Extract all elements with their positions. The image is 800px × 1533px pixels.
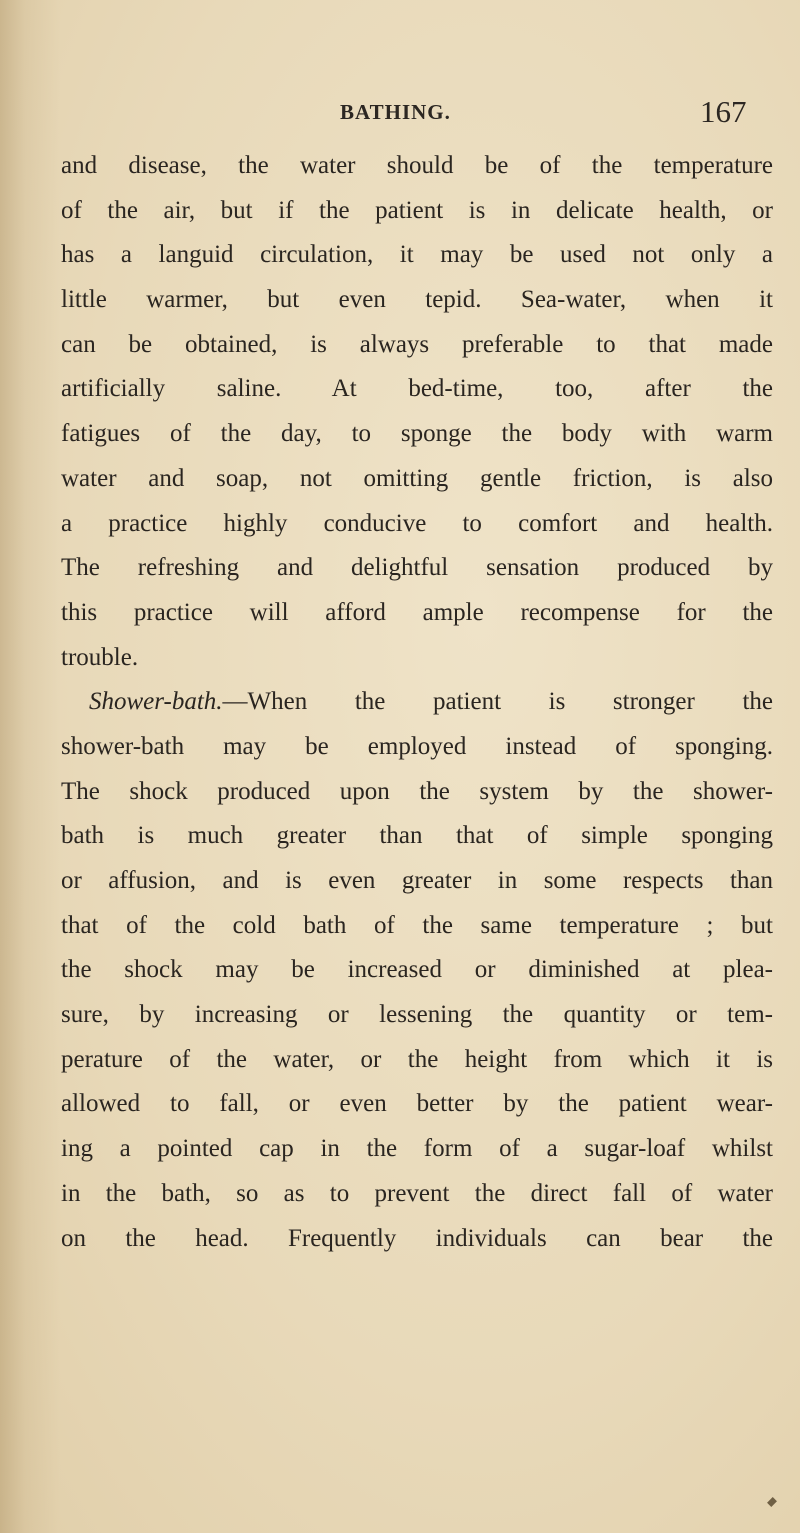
text-line: allowed to fall, or even better by the patient wear-: [61, 1090, 773, 1118]
text-line: sure, by increasing or lessening the quantity or tem-: [61, 1001, 773, 1029]
text-line: in the bath, so as to prevent the direct fall of water: [61, 1179, 773, 1207]
section-heading: Shower-bath.: [89, 688, 223, 716]
running-title: BATHING.: [340, 100, 451, 124]
text-line: The shock produced upon the system by the shower-: [61, 777, 773, 805]
page-number: 167: [700, 94, 747, 129]
text-line: a practice highly conducive to comfort and health.: [61, 509, 773, 537]
text-line: little warmer, but even tepid. Sea-water, when it: [61, 286, 773, 314]
text-line: ing a pointed cap in the form of a sugar-loaf whilst: [61, 1135, 773, 1163]
body-text: [61, 144, 773, 1261]
text-line: the shock may be increased or diminished at plea-: [61, 956, 773, 984]
text-line: can be obtained, is always preferable to that made: [61, 330, 773, 358]
running-head: [0, 94, 800, 134]
text-line: shower-bath may be employed instead of sponging.: [61, 732, 773, 760]
text-line: or affusion, and is even greater in some respects than: [61, 867, 773, 894]
text-line: artificially saline. At bed-time, too, after the: [61, 375, 773, 403]
text-line: bath is much greater than that of simple sponging: [61, 822, 773, 850]
text-line: fatigues of the day, to sponge the body with warm: [61, 420, 773, 448]
text-line: on the head. Frequently individuals can bear the: [61, 1224, 773, 1252]
text-line: this practice will afford ample recompense for the: [61, 598, 773, 626]
text-line: of the air, but if the patient is in delicate health, or: [61, 196, 773, 224]
text-line: The refreshing and delightful sensation produced by: [61, 554, 773, 582]
paragraph-shower-bath: [61, 680, 773, 1261]
text-line: has a languid circulation, it may be used not only a: [61, 241, 773, 269]
section-first-line: [61, 680, 773, 725]
paragraph-bed-sponging: [61, 144, 773, 680]
text-line: trouble.: [61, 643, 139, 671]
heading-line-text: —When the patient is stronger the: [222, 688, 773, 716]
text-line: that of the cold bath of the same temperature ; but: [61, 911, 773, 939]
text-line: and disease, the water should be of the temperature: [61, 152, 773, 179]
text-line: perature of the water, or the height from which it is: [61, 1045, 773, 1073]
text-line: water and soap, not omitting gentle friction, is also: [61, 464, 773, 492]
ink-speck: [767, 1497, 777, 1507]
